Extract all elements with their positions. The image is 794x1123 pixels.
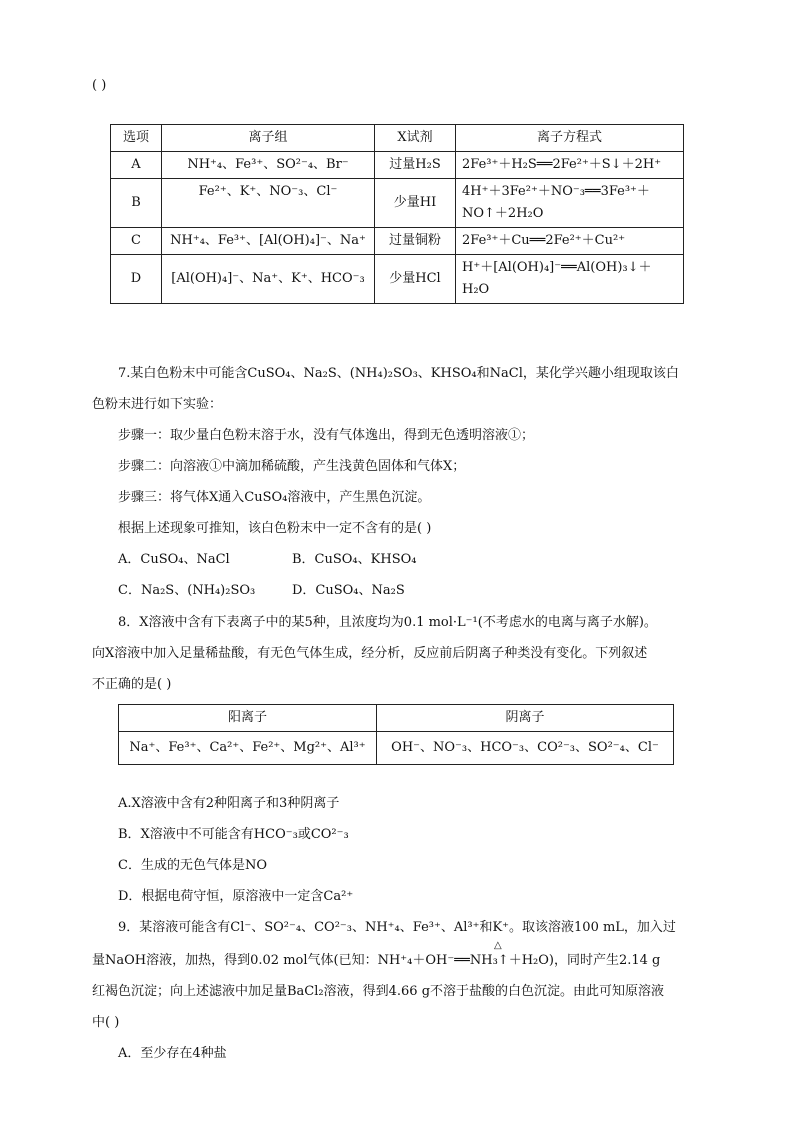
row-option: C: [111, 228, 162, 255]
row-reagent: 少量HCl: [375, 255, 456, 304]
equation-line: NO↑＋2H₂O: [462, 206, 544, 221]
row-ions: NH⁺₄、Fe³⁺、[Al(OH)₄]⁻、Na⁺: [162, 228, 375, 255]
q9-option-a: A．至少存在4种盐: [118, 1046, 227, 1061]
row-reagent: 过量H₂S: [375, 152, 456, 179]
equation-line: H⁺＋[Al(OH)₄]⁻══Al(OH)₃↓＋: [462, 260, 652, 275]
q9-stem-end: 中( ): [92, 1015, 120, 1030]
row-reagent: 少量HI: [375, 179, 456, 228]
q9-stem-cont: 红褐色沉淀；向上述滤液中加足量BaCl₂溶液，得到4.66 g不溶于盐酸的白色沉淀。由此可知原溶液: [92, 984, 665, 999]
q8-stem-cont: 向X溶液中加入足量稀盐酸，有无色气体生成，经分析，反应前后阴离子种类没有变化。下列叙述: [92, 646, 648, 661]
header-anions: 阴离子: [377, 705, 674, 732]
q7-question: 根据上述现象可推知，该白色粉末中一定不含有的是( ): [118, 521, 432, 536]
q7-option-b: B．CuSO₄、KHSO₄: [292, 552, 417, 567]
q7-stem: 7.某白色粉末中可能含CuSO₄、Na₂S、(NH₄)₂SO₃、KHSO₄和NaCl，某化学兴趣小组现取该白: [118, 366, 679, 381]
q7-option-d: D．CuSO₄、Na₂S: [292, 583, 405, 598]
equation-line: H₂O: [462, 282, 490, 297]
q8-option-b: B．X溶液中不可能含有HCO⁻₃或CO²⁻₃: [118, 827, 349, 842]
table-header-row: [119, 705, 674, 732]
equation-line: 2Fe³⁺＋Cu══2Fe²⁺＋Cu²⁺: [462, 233, 626, 248]
q7-step-3: 步骤三：将气体X通入CuSO₄溶液中，产生黑色沉淀。: [118, 490, 431, 505]
row-ions: NH⁺₄、Fe³⁺、SO²⁻₄、Br⁻: [162, 152, 375, 179]
q7-step-1: 步骤一：取少量白色粉末溶于水，没有气体逸出，得到无色透明溶液①；: [118, 428, 535, 443]
row-equation: [456, 152, 684, 179]
q8-option-c: C．生成的无色气体是NO: [118, 858, 267, 873]
table-row: [111, 255, 684, 304]
equation-line: 2Fe³⁺＋H₂S══2Fe²⁺＋S↓＋2H⁺: [462, 157, 662, 172]
table-row: [119, 732, 674, 765]
row-equation: [456, 179, 684, 228]
row-reagent: 过量铜粉: [375, 228, 456, 255]
row-ions: [Al(OH)₄]⁻、Na⁺、K⁺、HCO⁻₃: [162, 255, 375, 304]
q9-stem: 9．某溶液可能含有Cl⁻、SO²⁻₄、CO²⁻₃、NH⁺₄、Fe³⁺、Al³⁺和K⁺。取该溶液100 mL，加入过: [118, 920, 676, 935]
q8-option-a: A.X溶液中含有2种阳离子和3种阴离子: [118, 796, 340, 811]
row-equation: [456, 255, 684, 304]
row-option: A: [111, 152, 162, 179]
q8-stem-end: 不正确的是( ): [92, 677, 172, 692]
row-option: D: [111, 255, 162, 304]
cations-cell: Na⁺、Fe³⁺、Ca²⁺、Fe²⁺、Mg²⁺、Al³⁺: [119, 732, 377, 765]
header-equation: 离子方程式: [456, 125, 684, 152]
header-reagent: X试剂: [375, 125, 456, 152]
table-header-row: [111, 125, 684, 152]
row-option: B: [111, 179, 162, 228]
ion-table: [118, 704, 674, 765]
q9-stem-cont: 量NaOH溶液，加热，得到0.02 mol气体(已知：NH⁺₄＋OH⁻══NH₃↑＋H₂O)，同时产生2.14 g: [92, 953, 661, 968]
options-table: [110, 124, 684, 304]
header-cations: 阳离子: [119, 705, 377, 732]
row-equation: [456, 228, 684, 255]
q7-option-c: C．Na₂S、(NH₄)₂SO₃: [118, 583, 256, 598]
row-ions: Fe²⁺、K⁺、NO⁻₃、Cl⁻: [162, 179, 375, 228]
table-row: [111, 228, 684, 255]
header-ion-group: 离子组: [162, 125, 375, 152]
q7-step-2: 步骤二：向溶液①中滴加稀硫酸，产生浅黄色固体和气体X；: [118, 459, 466, 474]
q8-stem: 8．X溶液中含有下表离子中的某5种，且浓度均为0.1 mol·L⁻¹(不考虑水的电离与离子水解)。: [118, 615, 657, 630]
table-row: [111, 179, 684, 228]
anions-cell: OH⁻、NO⁻₃、HCO⁻₃、CO²⁻₃、SO²⁻₄、Cl⁻: [377, 732, 674, 765]
q7-stem-cont: 色粉末进行如下实验：: [92, 397, 223, 412]
table-row: [111, 152, 684, 179]
heat-symbol: △: [494, 940, 502, 951]
equation-line: 4H⁺＋3Fe²⁺＋NO⁻₃══3Fe³⁺＋: [462, 184, 650, 199]
q7-option-a: A．CuSO₄、NaCl: [118, 552, 230, 567]
header-option: 选项: [111, 125, 162, 152]
answer-bracket: ( ): [92, 78, 107, 93]
q8-option-d: D．根据电荷守恒，原溶液中一定含Ca²⁺: [118, 889, 354, 904]
